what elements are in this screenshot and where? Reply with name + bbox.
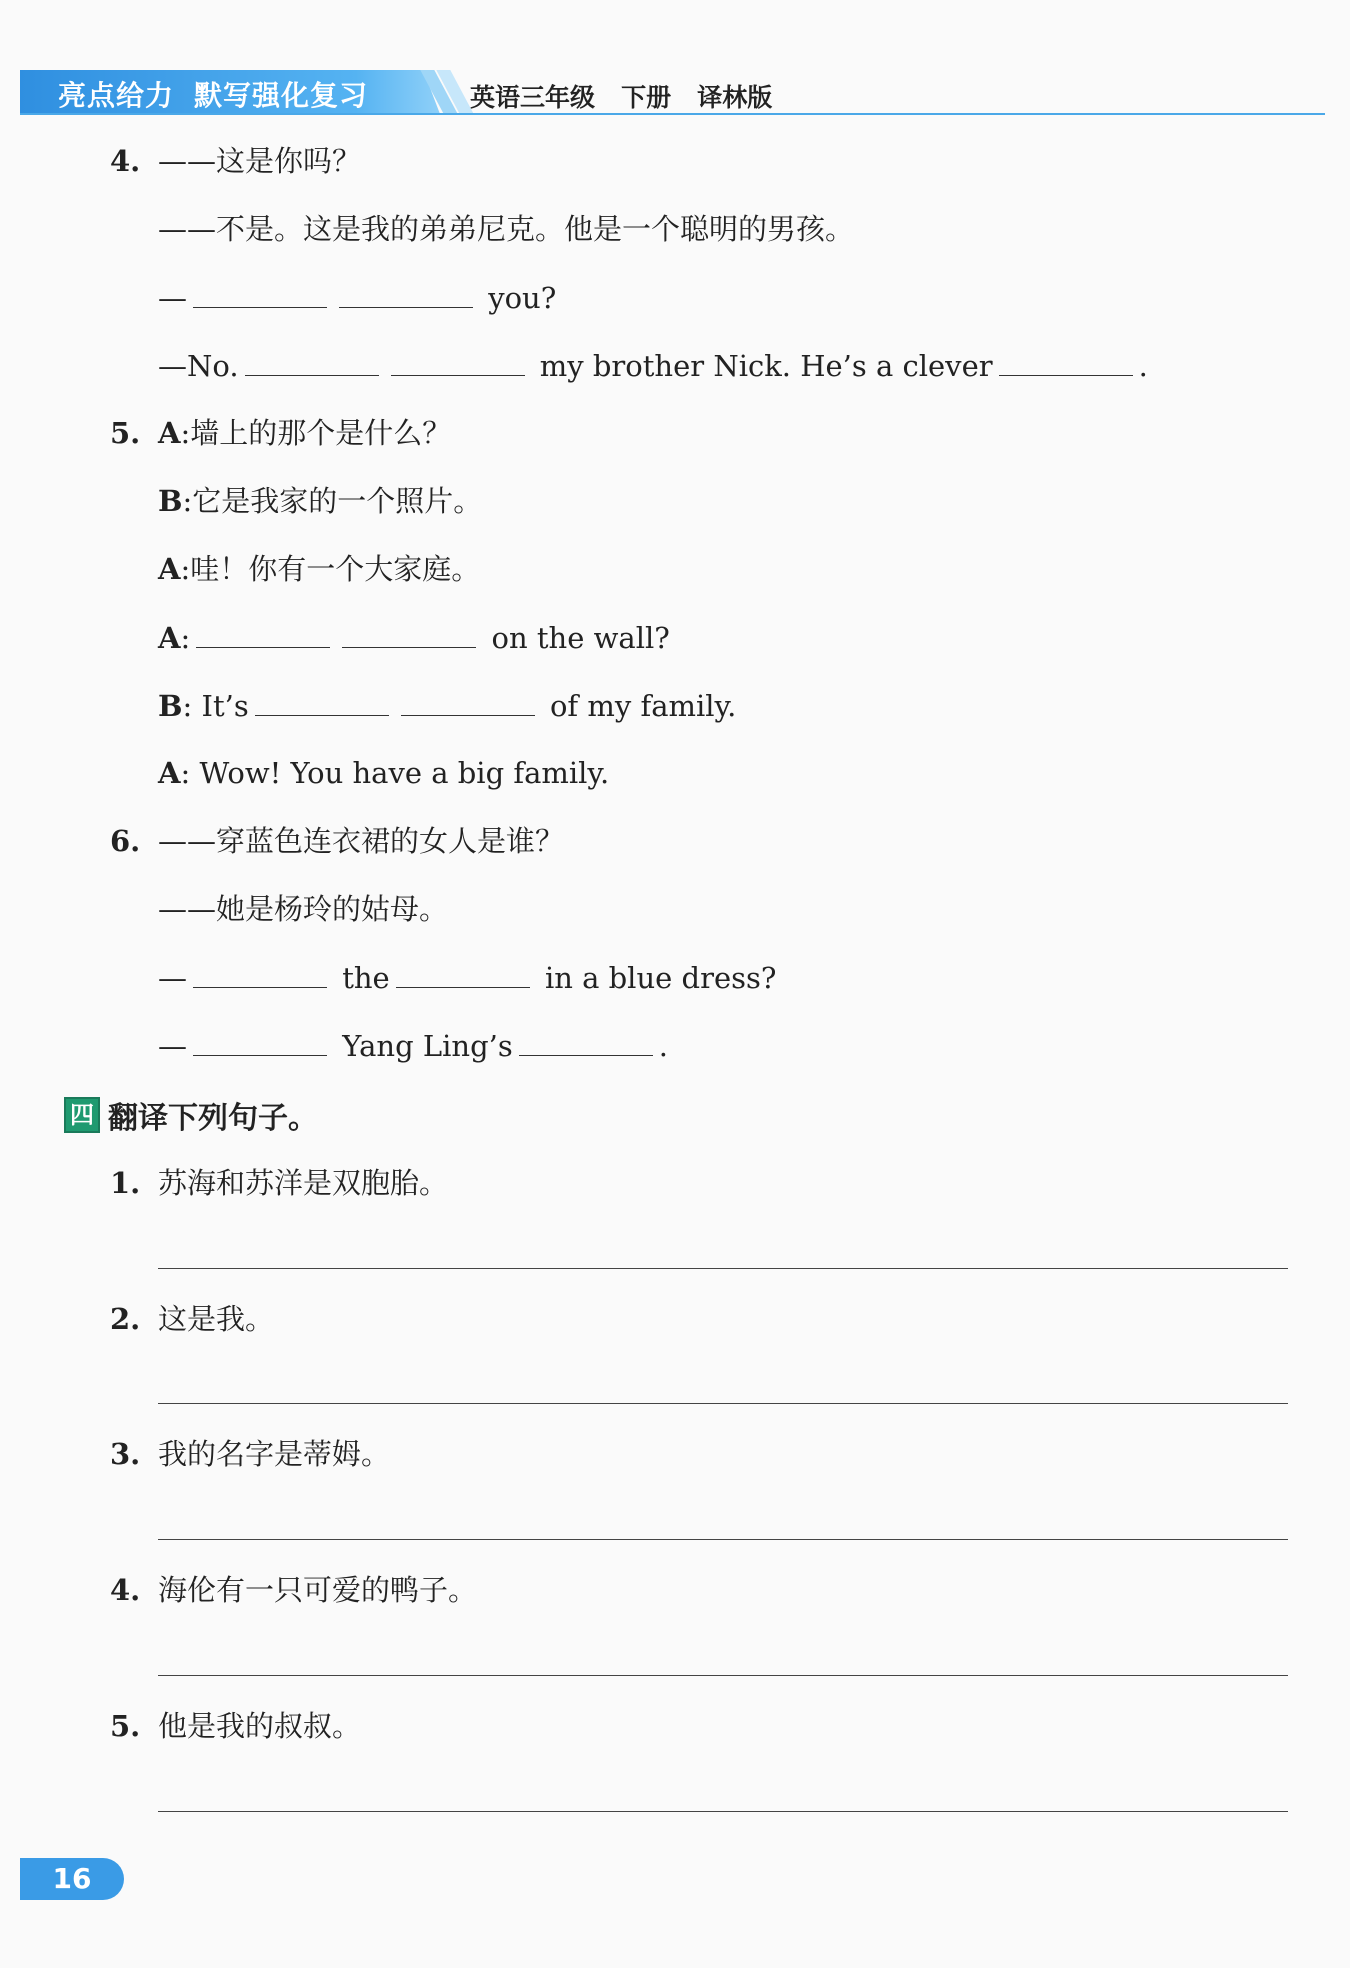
answer-blank[interactable] [391, 345, 525, 376]
speaker-label: A [158, 416, 181, 450]
q4-chinese-line1: ——这是你吗？ [158, 144, 362, 178]
q6-english-text: the [342, 961, 390, 995]
speaker-label: B [158, 689, 183, 723]
period: . [1138, 349, 1148, 383]
answer-line[interactable] [158, 1403, 1288, 1404]
q5-english-text: on the wall? [491, 621, 670, 655]
book-title-part2: 默写强化复习 [194, 79, 369, 112]
q4-english-line1 [158, 277, 556, 318]
q4-english-text: you? [488, 281, 557, 315]
q6-english-line1 [158, 957, 776, 998]
answer-blank[interactable] [255, 685, 389, 716]
answer-line[interactable] [158, 1539, 1288, 1540]
q5-chinese-line3: A:哇！你有一个大家庭。 [158, 552, 481, 586]
q4-english-line2 [158, 345, 1148, 386]
q4-english-text: —No. [158, 349, 239, 383]
answer-blank[interactable] [519, 1025, 653, 1056]
translation-sentence: 我的名字是蒂姆。 [158, 1437, 391, 1471]
q4-english-text: my brother Nick. He’s a clever [539, 349, 993, 383]
answer-blank[interactable] [193, 277, 327, 308]
item-number: 3. [110, 1437, 141, 1471]
section-number-icon: 四 [64, 1097, 100, 1133]
q5-english-line3: A: Wow! You have a big family. [158, 756, 610, 790]
section-title: 翻译下列句子。 [108, 1101, 318, 1136]
book-meta: 英语三年级 下册 译林版 [470, 83, 773, 112]
q5-chinese-text: 它是我家的一个照片。 [192, 484, 483, 518]
answer-line[interactable] [158, 1811, 1288, 1812]
q5-english-line1: A: on the wall? [158, 617, 670, 658]
q4-chinese-line2: ——不是。这是我的弟弟尼克。他是一个聪明的男孩。 [158, 212, 855, 246]
item-number: 2. [110, 1302, 141, 1336]
dash: — [158, 1029, 187, 1063]
dash: — [158, 281, 187, 315]
q6-chinese-line1: ——穿蓝色连衣裙的女人是谁？ [158, 824, 565, 858]
item-number: 4. [110, 1573, 141, 1607]
speaker-label: A [158, 552, 181, 586]
answer-line[interactable] [158, 1268, 1288, 1269]
q5-chinese-line1: A:墙上的那个是什么？ [158, 416, 452, 450]
translation-sentence: 海伦有一只可爱的鸭子。 [158, 1573, 478, 1607]
q6-english-text: Yang Ling’s [342, 1029, 513, 1063]
q5-chinese-text: 墙上的那个是什么？ [190, 416, 452, 450]
q5-english-text: of my family. [549, 689, 737, 723]
answer-blank[interactable] [339, 277, 473, 308]
q6-english-line2 [158, 1025, 668, 1066]
q5-chinese-text: 哇！你有一个大家庭。 [190, 552, 481, 586]
book-title-part1: 亮点给力 [58, 79, 175, 112]
dash: — [158, 961, 187, 995]
question-number: 5. [110, 416, 141, 450]
answer-blank[interactable] [196, 617, 330, 648]
period: . [658, 1029, 668, 1063]
section-heading [64, 1093, 318, 1137]
q5-chinese-line2: B:它是我家的一个照片。 [158, 484, 483, 518]
translation-sentence: 他是我的叔叔。 [158, 1709, 362, 1743]
answer-blank[interactable] [342, 617, 476, 648]
speaker-label: A [158, 621, 181, 655]
q5-english-text: Wow! You have a big family. [199, 756, 610, 790]
speaker-label: B [158, 484, 183, 518]
speaker-label: A [158, 756, 181, 790]
answer-blank[interactable] [396, 957, 530, 988]
translation-sentence: 苏海和苏洋是双胞胎。 [158, 1166, 449, 1200]
answer-blank[interactable] [193, 1025, 327, 1056]
q5-english-text: It’s [201, 689, 249, 723]
q5-english-line2: B: It’s of my family. [158, 685, 736, 726]
translation-sentence: 这是我。 [158, 1302, 275, 1336]
answer-line[interactable] [158, 1675, 1288, 1676]
answer-blank[interactable] [401, 685, 535, 716]
answer-blank[interactable] [999, 345, 1133, 376]
item-number: 1. [110, 1166, 141, 1200]
answer-blank[interactable] [193, 957, 327, 988]
q6-chinese-line2: ——她是杨玲的姑母。 [158, 892, 449, 926]
answer-blank[interactable] [245, 345, 379, 376]
question-number: 4. [110, 144, 141, 178]
header-divider [20, 113, 1325, 115]
question-number: 6. [110, 824, 141, 858]
book-title [58, 74, 368, 114]
q6-english-text: in a blue dress? [544, 961, 777, 995]
page-number: 16 [20, 1858, 124, 1900]
item-number: 5. [110, 1709, 141, 1743]
